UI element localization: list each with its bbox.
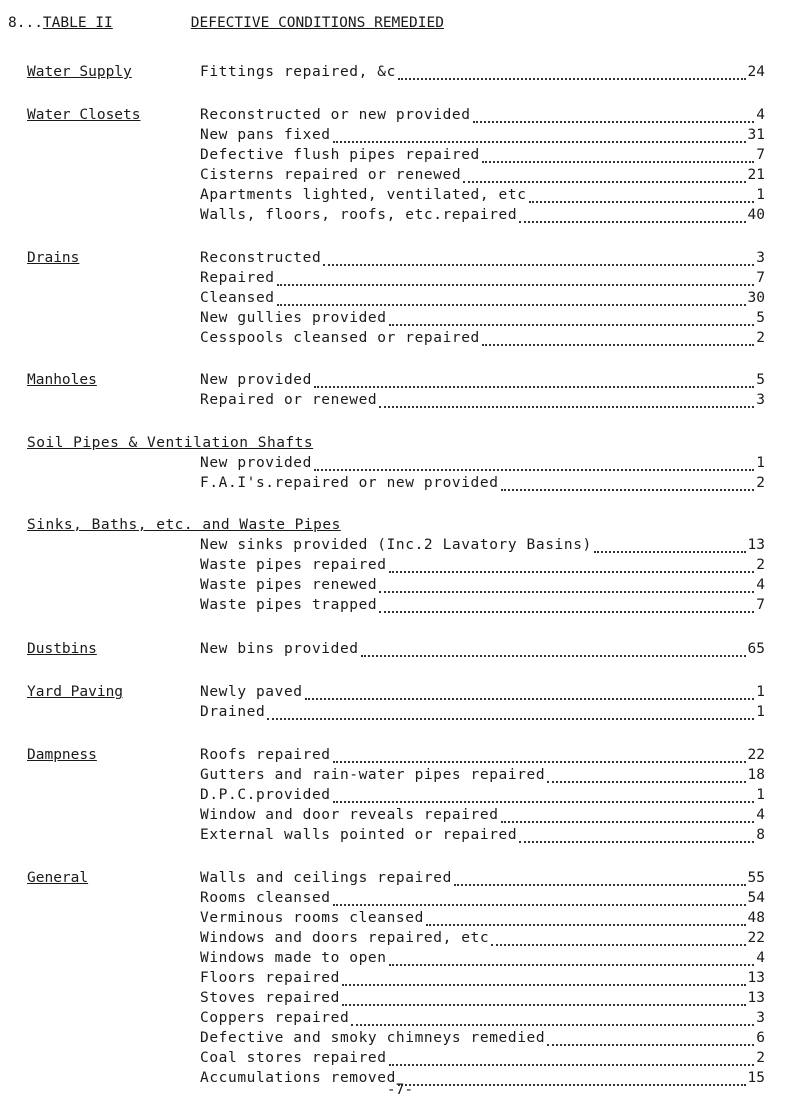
row-value: 55: [747, 870, 765, 886]
dot-leader: [379, 579, 754, 593]
table-row: [200, 107, 765, 127]
row-value: 1: [756, 704, 765, 720]
table-row: [200, 310, 765, 330]
row-value: 7: [756, 270, 765, 286]
table-row: [200, 870, 765, 890]
dot-leader: [519, 829, 754, 843]
dot-leader: [342, 992, 746, 1006]
row-value: 13: [747, 537, 765, 553]
row-value: 54: [747, 890, 765, 906]
dot-leader: [389, 1052, 755, 1066]
table-row: [200, 990, 765, 1010]
row-label: Reconstructed or new provided: [200, 107, 471, 123]
table-title: DEFECTIVE CONDITIONS REMEDIED: [190, 15, 444, 31]
section-label: General: [27, 870, 89, 886]
row-label: Waste pipes trapped: [200, 597, 378, 613]
table-row: [200, 747, 765, 767]
section-label: Dampness: [27, 747, 97, 763]
row-value: 4: [756, 577, 765, 593]
row-label: Repaired or renewed: [200, 392, 378, 408]
section-label: Dustbins: [27, 641, 97, 657]
row-value: 1: [756, 787, 765, 803]
table-row: [200, 207, 765, 227]
table-row: [200, 787, 765, 807]
row-label: Fittings repaired, &c: [200, 64, 396, 80]
row-value: 1: [756, 684, 765, 700]
row-label: Walls and ceilings repaired: [200, 870, 452, 886]
row-label: New pans fixed: [200, 127, 331, 143]
row-label: Reconstructed: [200, 250, 322, 266]
row-label: Coppers repaired: [200, 1010, 350, 1026]
row-value: 21: [747, 167, 765, 183]
table-row: [200, 290, 765, 310]
row-label: Defective flush pipes repaired: [200, 147, 480, 163]
dot-leader: [267, 706, 754, 720]
row-value: 2: [756, 1050, 765, 1066]
row-value: 1: [756, 455, 765, 471]
table-row: [200, 970, 765, 990]
table-row: [200, 270, 765, 290]
row-value: 2: [756, 557, 765, 573]
dot-leader: [547, 769, 745, 783]
section-label: Water Closets: [27, 107, 141, 123]
row-label: Waste pipes repaired: [200, 557, 387, 573]
table-row: [200, 910, 765, 930]
section-label: Sinks, Baths, etc. and Waste Pipes: [27, 517, 341, 533]
row-label: Cisterns repaired or renewed: [200, 167, 462, 183]
dot-leader: [342, 972, 746, 986]
row-value: 48: [747, 910, 765, 926]
row-value: 2: [756, 475, 765, 491]
table-row: [200, 127, 765, 147]
row-value: 18: [747, 767, 765, 783]
row-value: 30: [747, 290, 765, 306]
table-row: [200, 330, 765, 350]
table-row: [200, 392, 765, 412]
dot-leader: [379, 394, 754, 408]
row-value: 1: [756, 187, 765, 203]
table-row: [200, 1010, 765, 1030]
row-label: Drained: [200, 704, 266, 720]
row-label: Window and door reveals repaired: [200, 807, 499, 823]
row-value: 5: [756, 310, 765, 326]
row-label: F.A.I's.repaired or new provided: [200, 475, 499, 491]
dot-leader: [379, 599, 754, 613]
dot-leader: [333, 892, 746, 906]
table-row: [200, 372, 765, 392]
row-value: 15: [747, 1070, 765, 1086]
dot-leader: [463, 169, 745, 183]
row-value: 3: [756, 1010, 765, 1026]
dot-leader: [333, 789, 755, 803]
dot-leader: [314, 457, 754, 471]
row-label: Roofs repaired: [200, 747, 331, 763]
dot-leader: [351, 1012, 754, 1026]
table-row: [200, 641, 765, 661]
dot-leader: [491, 932, 745, 946]
row-label: Repaired: [200, 270, 275, 286]
dot-leader: [501, 809, 755, 823]
row-label: D.P.C.provided: [200, 787, 331, 803]
row-label: New bins provided: [200, 641, 359, 657]
row-value: 13: [747, 970, 765, 986]
page-number: 8...: [8, 15, 43, 31]
row-label: Stoves repaired: [200, 990, 340, 1006]
row-value: 40: [747, 207, 765, 223]
row-label: Accumulations removed: [200, 1070, 396, 1086]
dot-leader: [389, 952, 755, 966]
row-value: 8: [756, 827, 765, 843]
table-row: [200, 250, 765, 270]
dot-leader: [389, 312, 755, 326]
row-label: Waste pipes renewed: [200, 577, 378, 593]
table-row: [200, 950, 765, 970]
row-value: 4: [756, 807, 765, 823]
table-row: [200, 64, 765, 84]
table-row: [200, 597, 765, 617]
row-label: New provided: [200, 455, 312, 471]
table-row: [200, 167, 765, 187]
row-label: Apartments lighted, ventilated, etc: [200, 187, 527, 203]
table-row: [200, 704, 765, 724]
dot-leader: [333, 129, 746, 143]
row-value: 65: [747, 641, 765, 657]
table-label: TABLE II: [42, 15, 113, 31]
table-row: [200, 537, 765, 557]
dot-leader: [361, 643, 746, 657]
row-value: 6: [756, 1030, 765, 1046]
table-row: [200, 684, 765, 704]
dot-leader: [482, 149, 754, 163]
dot-leader: [426, 912, 746, 926]
row-label: New sinks provided (Inc.2 Lavatory Basins): [200, 537, 592, 553]
row-label: Coal stores repaired: [200, 1050, 387, 1066]
row-value: 22: [747, 930, 765, 946]
dot-leader: [323, 252, 754, 266]
row-value: 3: [756, 250, 765, 266]
row-label: Gutters and rain-water pipes repaired: [200, 767, 546, 783]
row-value: 7: [756, 147, 765, 163]
table-row: [200, 475, 765, 495]
dot-leader: [529, 189, 755, 203]
row-label: Rooms cleansed: [200, 890, 331, 906]
dot-leader: [454, 872, 746, 886]
row-value: 2: [756, 330, 765, 346]
section-label: Yard Paving: [27, 684, 124, 700]
table-row: [200, 187, 765, 207]
row-value: 4: [756, 950, 765, 966]
row-label: External walls pointed or repaired: [200, 827, 518, 843]
dot-leader: [333, 749, 746, 763]
dot-leader: [482, 332, 754, 346]
row-value: 24: [747, 64, 765, 80]
row-value: 3: [756, 392, 765, 408]
dot-leader: [305, 686, 755, 700]
table-header: [8, 15, 444, 31]
row-label: Defective and smoky chimneys remedied: [200, 1030, 546, 1046]
row-value: 22: [747, 747, 765, 763]
row-label: Windows and doors repaired, etc: [200, 930, 490, 946]
table-row: [200, 1050, 765, 1070]
page-footer: -7-: [386, 1082, 414, 1098]
table-row: [200, 807, 765, 827]
dot-leader: [473, 109, 755, 123]
row-label: Floors repaired: [200, 970, 340, 986]
table-row: [200, 147, 765, 167]
dot-leader: [277, 292, 746, 306]
table-row: [200, 557, 765, 577]
table-row: [200, 577, 765, 597]
dot-leader: [314, 374, 754, 388]
table-row: [200, 767, 765, 787]
row-value: 7: [756, 597, 765, 613]
dot-leader: [389, 559, 755, 573]
row-value: 13: [747, 990, 765, 1006]
section-label: Water Supply: [27, 64, 132, 80]
row-value: 5: [756, 372, 765, 388]
row-label: Verminous rooms cleansed: [200, 910, 424, 926]
row-label: Cleansed: [200, 290, 275, 306]
dot-leader: [519, 209, 745, 223]
dot-leader: [594, 539, 746, 553]
table-row: [200, 827, 765, 847]
row-value: 31: [747, 127, 765, 143]
section-label: Drains: [27, 250, 80, 266]
row-label: New gullies provided: [200, 310, 387, 326]
table-row: [200, 890, 765, 910]
row-value: 4: [756, 107, 765, 123]
section-label: Soil Pipes & Ventilation Shafts: [27, 435, 314, 451]
dot-leader: [398, 66, 746, 80]
row-label: Cesspools cleansed or repaired: [200, 330, 480, 346]
table-row: [200, 930, 765, 950]
row-label: Windows made to open: [200, 950, 387, 966]
table-row: [200, 455, 765, 475]
row-label: Walls, floors, roofs, etc.repaired: [200, 207, 518, 223]
row-label: New provided: [200, 372, 312, 388]
dot-leader: [547, 1032, 754, 1046]
table-row: [200, 1030, 765, 1050]
section-label: Manholes: [27, 372, 97, 388]
dot-leader: [277, 272, 755, 286]
dot-leader: [501, 477, 755, 491]
row-label: Newly paved: [200, 684, 303, 700]
